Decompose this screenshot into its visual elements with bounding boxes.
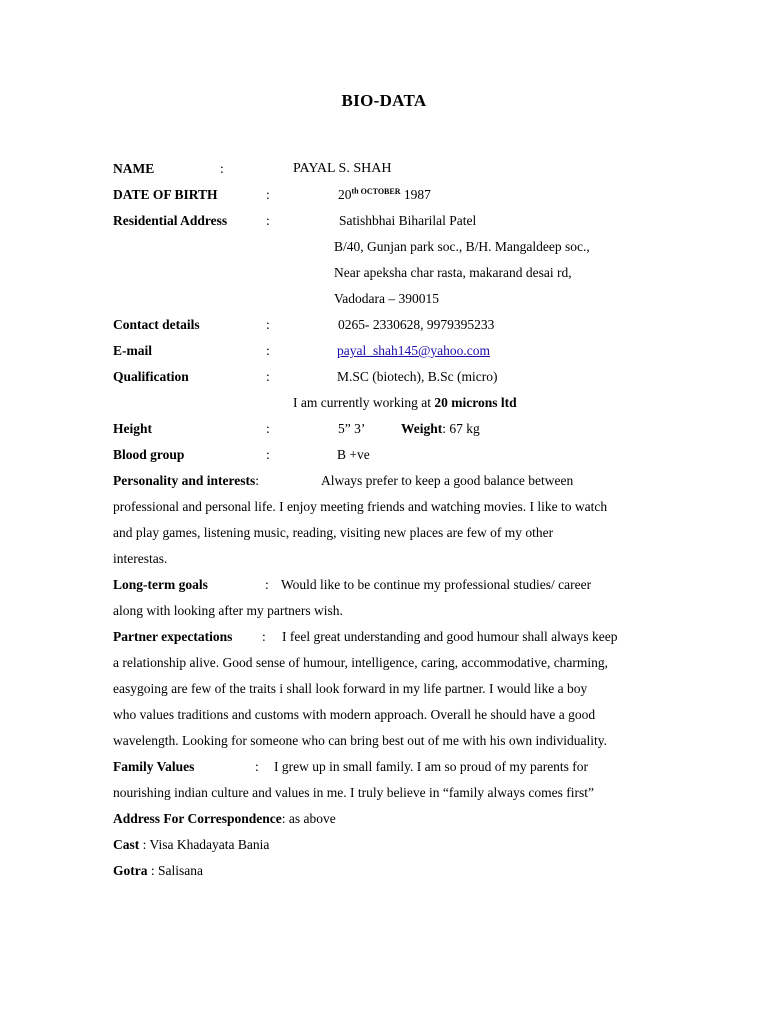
partner-text: I feel great understanding and good humour shall always keep: [282, 629, 618, 644]
working-company: 20 microns ltd: [434, 395, 517, 410]
height-value: 5” 3’: [338, 421, 366, 436]
email-colon: :: [266, 343, 270, 358]
qualification-colon: :: [266, 369, 270, 384]
correspondence-label: Address For Correspondence: [113, 811, 282, 826]
dob-year: 1987: [400, 187, 431, 202]
goals-label: Long-term goals: [113, 577, 208, 592]
blood-colon: :: [266, 447, 270, 462]
family-text: nourishing indian culture and values in me. I truly believe in “family always comes first”: [113, 785, 594, 800]
personality-label: Personality and interests: [113, 473, 256, 488]
partner-label: Partner expectations: [113, 629, 233, 644]
address-line: Near apeksha char rasta, makarand desai rd,: [334, 265, 572, 280]
working-line: [293, 394, 517, 412]
family-text: I grew up in small family. I am so proud of my parents for: [274, 759, 589, 774]
goals-text: along with looking after my partners wish.: [113, 603, 343, 618]
weight-value: : 67 kg: [442, 421, 480, 436]
qualification-value: M.SC (biotech), B.Sc (micro): [337, 369, 498, 384]
personality-heading: [113, 472, 259, 490]
cast-line: [113, 836, 269, 854]
contact-colon: :: [266, 317, 270, 332]
weight: [401, 420, 480, 438]
dob-suffix: th: [351, 186, 359, 196]
personality-text: and play games, listening music, reading, visiting new places are few of my other: [113, 525, 554, 540]
personality-text: Always prefer to keep a good balance between: [321, 473, 574, 488]
goals-colon: :: [265, 577, 269, 592]
cast-value: : Visa Khadayata Bania: [139, 837, 270, 852]
dob-colon: :: [266, 187, 270, 202]
address-line: Vadodara – 390015: [334, 291, 439, 306]
partner-text: who values traditions and customs with modern approach. Overall he should have a good: [113, 707, 596, 722]
blood-value: B +ve: [337, 447, 370, 462]
address-line: B/40, Gunjan park soc., B/H. Mangaldeep soc.,: [334, 239, 590, 254]
email-link[interactable]: payal_shah145@yahoo.com: [337, 343, 491, 358]
family-colon: :: [255, 759, 259, 774]
goals-text: Would like to be continue my professional studies/ career: [281, 577, 592, 592]
personality-text: professional and personal life. I enjoy meeting friends and watching movies. I like to watch: [113, 499, 608, 514]
partner-colon: :: [262, 629, 266, 644]
address-label: Residential Address: [113, 213, 228, 228]
partner-text: a relationship alive. Good sense of humour, intelligence, caring, accommodative, charming,: [113, 655, 609, 670]
partner-text: wavelength. Looking for someone who can bring best out of me with his own individuality.: [113, 733, 608, 748]
qualification-label: Qualification: [113, 369, 189, 384]
dob-label: DATE OF BIRTH: [113, 187, 218, 202]
height-label: Height: [113, 421, 152, 436]
name-value: PAYAL S. SHAH: [293, 161, 392, 176]
contact-value: 0265- 2330628, 9979395233: [338, 317, 495, 332]
gotra-line: [113, 862, 203, 880]
gotra-label: Gotra: [113, 863, 148, 878]
partner-text: easygoing are few of the traits i shall look forward in my life partner. I would like a boy: [113, 681, 588, 696]
name-label: NAME: [113, 161, 155, 176]
address-line: Satishbhai Biharilal Patel: [339, 213, 477, 228]
page-title: BIO-DATA: [341, 91, 427, 110]
dob-month: OCTOBER: [360, 186, 401, 196]
family-label: Family Values: [113, 759, 195, 774]
dob-day: 20: [338, 187, 352, 202]
height-colon: :: [266, 421, 270, 436]
working-prefix: I am currently working at: [293, 395, 435, 410]
weight-label: Weight: [401, 421, 443, 436]
personality-text: interestas.: [113, 551, 168, 566]
dob-value: [338, 186, 431, 204]
address-colon: :: [266, 213, 270, 228]
gotra-value: : Salisana: [147, 863, 203, 878]
personality-colon: :: [255, 473, 260, 488]
blood-label: Blood group: [113, 447, 185, 462]
email-label: E-mail: [113, 343, 152, 358]
name-colon: :: [220, 161, 224, 176]
contact-label: Contact details: [113, 317, 200, 332]
correspondence-value: : as above: [281, 811, 336, 826]
cast-label: Cast: [113, 837, 140, 852]
correspondence-line: [113, 810, 336, 828]
